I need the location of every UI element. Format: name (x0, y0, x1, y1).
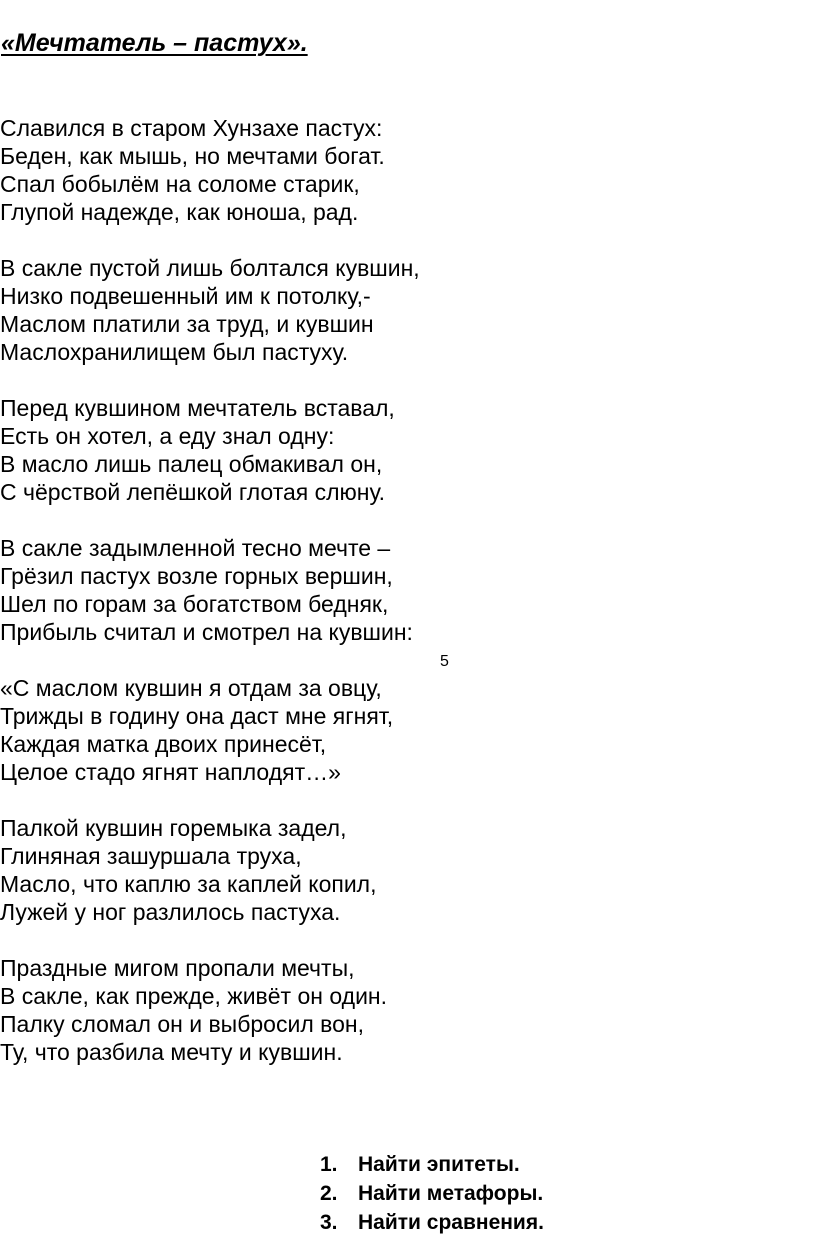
poem-line: С чёрствой лепёшкой глотая слюну. (0, 479, 386, 505)
poem-body (0, 114, 700, 1094)
task-item (320, 1150, 544, 1179)
task-text: Найти эпитеты. (358, 1153, 520, 1176)
poem-line: Маслохранилищем был пастуху. (0, 339, 349, 365)
task-item (320, 1208, 544, 1237)
poem-title: «Мечтатель – пастух». (1, 29, 308, 57)
poem-line: Глупой надежде, как юноша, рад. (0, 199, 359, 225)
poem-line: Беден, как мышь, но мечтами богат. (0, 143, 385, 169)
poem-line: В сакле пустой лишь болтался кувшин, (0, 255, 420, 281)
poem-line: Масло, что каплю за каплей копил, (0, 871, 377, 897)
poem-line: Ту, что разбила мечту и кувшин. (0, 1039, 343, 1065)
poem-line: В сакле, как прежде, живёт он один. (0, 983, 388, 1009)
poem-line: Спал бобылём на соломе старик, (0, 171, 360, 197)
task-text: Найти сравнения. (358, 1211, 544, 1234)
page-number: 5 (440, 653, 449, 670)
task-list (320, 1150, 544, 1237)
task-item (320, 1179, 544, 1208)
poem-line: В сакле задымленной тесно мечте – (0, 535, 391, 561)
poem-line: Праздные мигом пропали мечты, (0, 955, 355, 981)
poem-line: Славился в старом Хунзахе пастух: (0, 115, 383, 141)
poem-line: Перед кувшином мечтатель вставал, (0, 395, 395, 421)
stanza-7 (0, 954, 700, 1066)
stanza-3 (0, 394, 700, 506)
stanza-6 (0, 814, 700, 926)
task-text: Найти метафоры. (358, 1182, 544, 1205)
task-number: 1. (320, 1153, 338, 1176)
poem-line: Каждая матка двоих принесёт, (0, 731, 327, 757)
poem-line: В масло лишь палец обмакивал он, (0, 451, 383, 477)
stanza-4 (0, 534, 700, 646)
poem-line: Целое стадо ягнят наплодят…» (0, 759, 341, 785)
poem-line: Палкой кувшин горемыка задел, (0, 815, 347, 841)
poem-line: Прибыль считал и смотрел на кувшин: (0, 619, 413, 645)
poem-line: Есть он хотел, а еду знал одну: (0, 423, 335, 449)
poem-line: Трижды в годину она даст мне ягнят, (0, 703, 394, 729)
stanza-1 (0, 114, 700, 226)
task-number: 2. (320, 1182, 338, 1205)
poem-line: Палку сломал он и выбросил вон, (0, 1011, 364, 1037)
poem-line: Лужей у ног разлилось пастуха. (0, 899, 341, 925)
task-number: 3. (320, 1211, 338, 1234)
poem-line: Шел по горам за богатством бедняк, (0, 591, 389, 617)
stanza-2 (0, 254, 700, 366)
poem-line: «С маслом кувшин я отдам за овцу, (0, 675, 382, 701)
poem-line: Глиняная зашуршала труха, (0, 843, 302, 869)
poem-line: Низко подвешенный им к потолку,- (0, 283, 371, 309)
poem-line: Маслом платили за труд, и кувшин (0, 311, 374, 337)
poem-line: Грёзил пастух возле горных вершин, (0, 563, 393, 589)
stanza-5 (0, 674, 700, 786)
